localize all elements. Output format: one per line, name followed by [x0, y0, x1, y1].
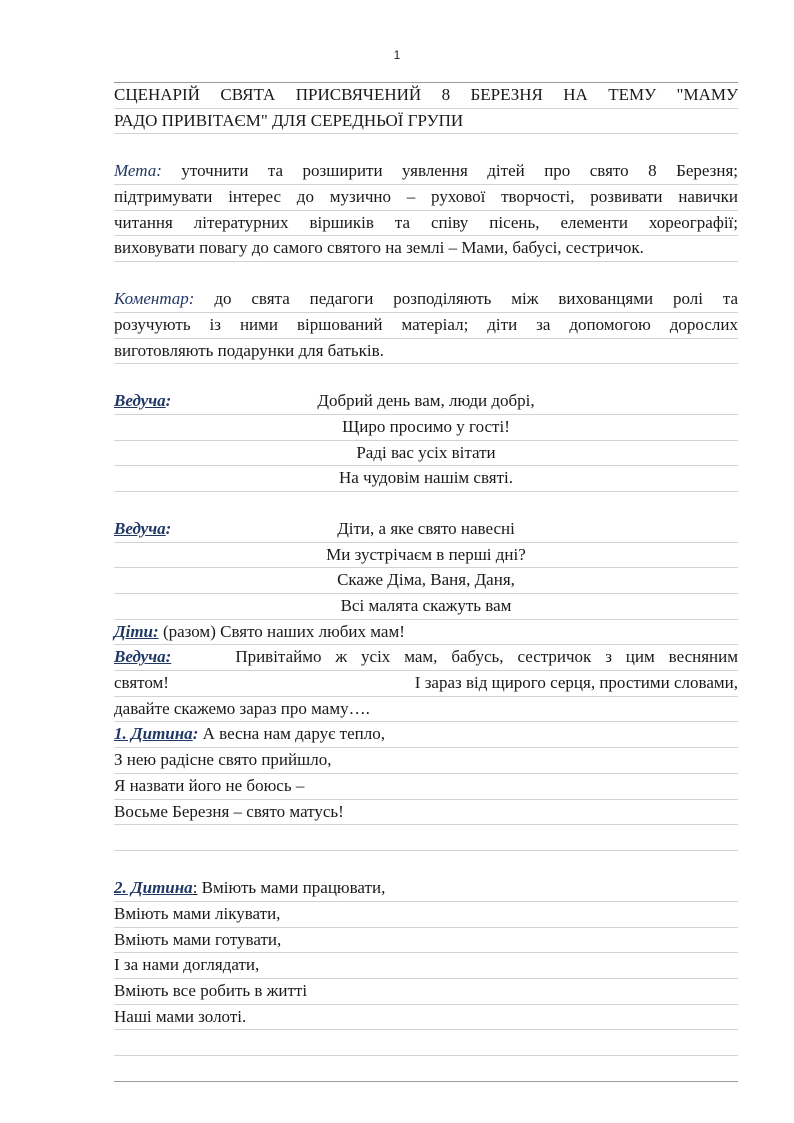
verse-line: Я назвати його не боюсь – — [114, 775, 305, 795]
lead1-speaker — [114, 389, 171, 414]
verse-line: Всі малята скажуть вам — [340, 596, 512, 615]
speaker-name: Ведуча — [114, 391, 166, 411]
blank-row — [114, 134, 738, 159]
child1-line-1 — [114, 722, 738, 747]
page-number: 1 — [393, 48, 401, 62]
lead2-speaker — [114, 517, 171, 542]
goal-line-1 — [114, 159, 738, 184]
lead3-label: Ведуча: — [114, 647, 172, 667]
verse-line: Вміють все робить в житті — [114, 980, 308, 1000]
comment-label: Коментар: — [114, 289, 195, 309]
verse-line: Наші мами золоті. — [114, 1006, 247, 1026]
lead2-line-1 — [114, 517, 738, 542]
table-bottom-rule — [114, 1081, 738, 1082]
child1-colon: : — [192, 724, 199, 744]
blank-row — [114, 1030, 738, 1055]
lead3-text-2a: святом! — [114, 673, 169, 693]
comment-line-2: розучують із ними віршований матеріал; діти за допомогою дорослих — [114, 314, 738, 334]
comment-line-3: виготовляють подарунки для батьків. — [114, 340, 384, 360]
verse-line: Діти, а яке свято навесні — [337, 518, 515, 538]
blank-row — [114, 492, 738, 517]
child2-label: 2. Дитина — [114, 878, 193, 898]
verse-line: І за нами доглядати, — [114, 955, 260, 975]
verse-line: Раді вас усіх вітати — [356, 442, 496, 462]
blank-row — [114, 364, 738, 389]
child2-line-1 — [114, 876, 738, 901]
comment-text-1: до свята педагоги розподіляють між вихованцями ролі та — [214, 289, 739, 309]
goal-line-4: виховувати повагу до самого святого на землі – Мами, бабусі, сестричок. — [114, 238, 644, 258]
document-body — [114, 82, 738, 1082]
comment-line-1 — [114, 287, 738, 312]
blank-row — [114, 262, 738, 287]
child1-label: 1. Дитина — [114, 724, 193, 744]
lead3-line-1 — [114, 645, 738, 670]
child1-text-1: А весна нам дарує тепло, — [202, 724, 385, 744]
verse-line: Скаже Діма, Ваня, Даня, — [337, 570, 515, 590]
child2-colon: : — [192, 878, 198, 898]
speaker-colon: : — [165, 518, 172, 538]
lead3-text-1: Привітаймо ж усіх мам, бабусь, сестричок з цим весняним — [235, 647, 738, 667]
goal-label: Мета: — [114, 161, 162, 181]
children-text: (разом) Свято наших любих мам! — [162, 621, 405, 641]
goal-line-3: читання літературних віршиків та співу пісень, елементи хореографії; — [114, 212, 738, 232]
verse-line: Ми зустрічаєм в перші дні? — [326, 544, 526, 564]
goal-line-2: підтримувати інтерес до музично – рухової творчості, розвивати навички — [114, 187, 738, 207]
lead3-line-2 — [114, 671, 738, 696]
blank-row — [114, 825, 738, 850]
child2-text-1: Вміють мами працювати, — [201, 878, 386, 898]
title-line-2: РАДО ПРИВІТАЄМ" ДЛЯ СЕРЕДНЬОЇ ГРУПИ — [114, 110, 464, 130]
title-line-1: СЦЕНАРІЙ СВЯТА ПРИСВЯЧЕНИЙ 8 БЕРЕЗНЯ НА ТЕМУ "МАМУ — [114, 85, 738, 104]
lead3-text-2b: І зараз від щирого серця, простими словами, — [414, 673, 738, 693]
speaker-colon: : — [165, 391, 172, 411]
verse-line: На чудовім нашім святі. — [339, 468, 513, 488]
lead1-line-1 — [114, 389, 738, 414]
lead3-line-3: давайте скажемо зараз про маму…. — [114, 698, 370, 718]
verse-line: З нею радісне свято прийшло, — [114, 750, 332, 770]
blank-row — [114, 851, 738, 876]
verse-line: Вміють мами готувати, — [114, 929, 282, 949]
children-label: Діти: — [114, 621, 159, 641]
verse-line: Добрий день вам, люди добрі, — [317, 391, 535, 411]
speaker-name: Ведуча — [114, 518, 166, 538]
verse-line: Щиро просимо у гості! — [342, 416, 510, 436]
goal-text-1: уточнити та розширити уявлення дітей про свято 8 Березня; — [181, 161, 739, 181]
children-line — [114, 620, 738, 645]
verse-line: Вміють мами лікувати, — [114, 903, 281, 923]
blank-row — [114, 1056, 738, 1081]
verse-line: Восьме Березня – свято матусь! — [114, 801, 344, 821]
